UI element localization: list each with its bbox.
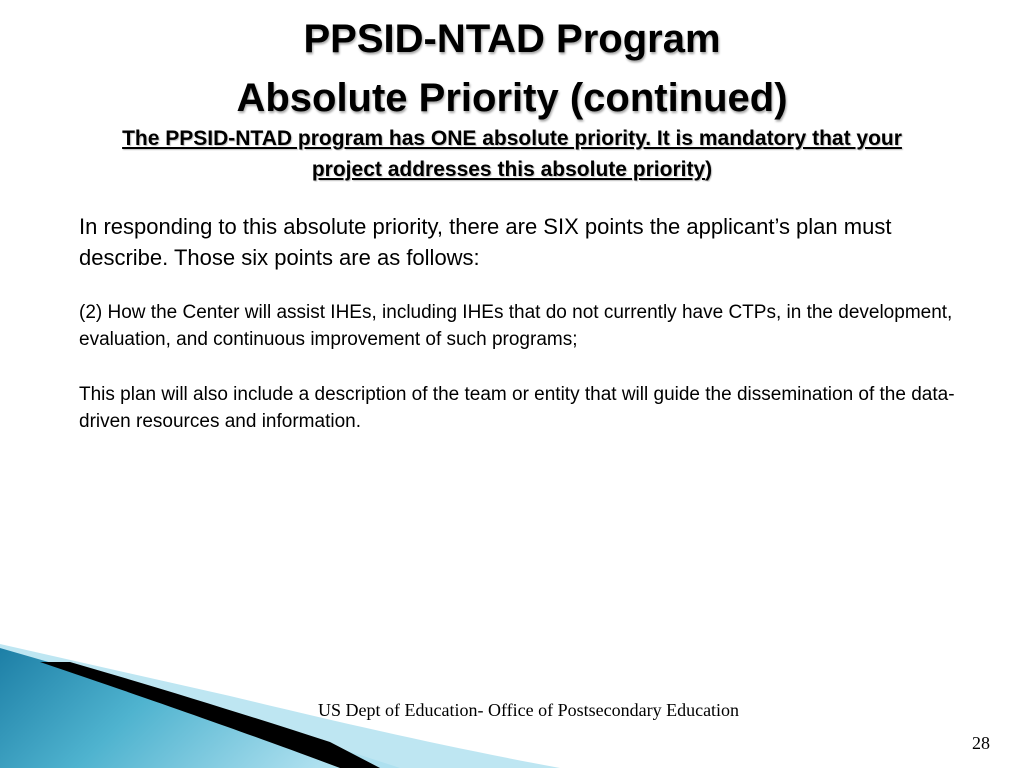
subtitle-line-2-underlined-text: project addresses this absolute priority bbox=[311, 158, 706, 181]
point-two-paragraph: (2) How the Center will assist IHEs, including IHEs that do not currently have CTPs, in the development, evaluation, and continuous improvement of such programs; bbox=[79, 302, 953, 350]
subtitle-line-2-tail-text: ) bbox=[705, 158, 713, 181]
page-number: 28 bbox=[972, 733, 990, 753]
footer-text: US Dept of Education- Office of Postsecondary Education bbox=[318, 700, 740, 720]
subtitle-line-1-text: The PPSID-NTAD program has ONE absolute priority. It is mandatory that your bbox=[122, 127, 902, 150]
plan-paragraph: This plan will also include a description of the team or entity that will guide the dissemination of the data-driven resources and information. bbox=[79, 384, 955, 432]
slide-title-line-1: PPSID-NTAD Program bbox=[303, 17, 721, 61]
intro-paragraph: In responding to this absolute priority, there are SIX points the applicant’s plan must describe. Those six points are as follows: bbox=[79, 214, 892, 270]
slide-title-line-2: Absolute Priority (continued) bbox=[236, 76, 788, 120]
slide-subtitle-line-1 bbox=[0, 123, 1024, 154]
slide-subtitle-line-2 bbox=[0, 154, 1024, 185]
decorative-wave-graphic bbox=[0, 600, 1024, 768]
